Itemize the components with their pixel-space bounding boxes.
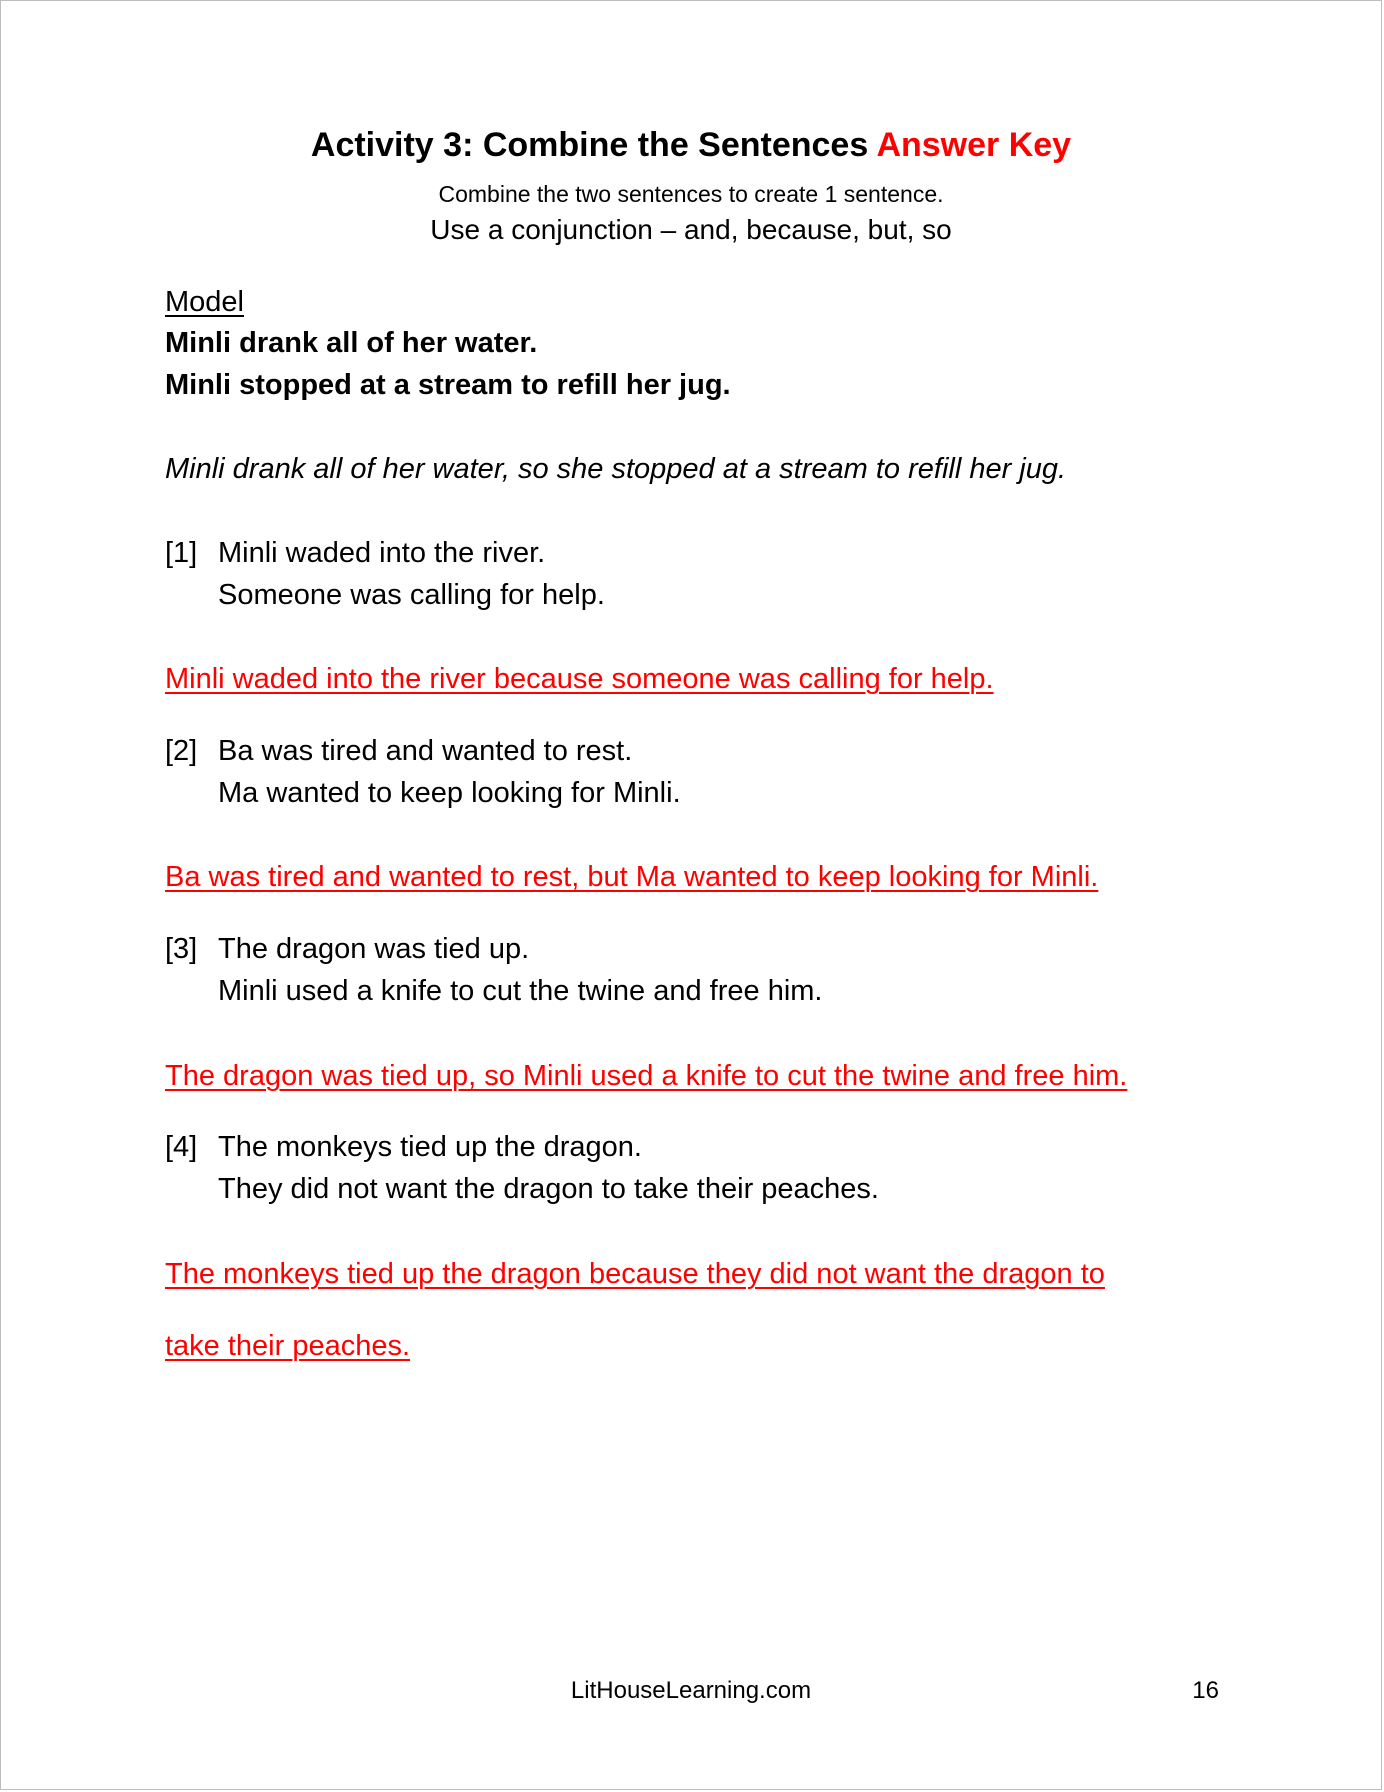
item-3-sentence-1-row	[165, 930, 529, 968]
item-2-sentence-1: Ba was tired and wanted to rest.	[218, 735, 633, 767]
model-sentence-1: Minli drank all of her water.	[165, 327, 538, 359]
page-title	[1, 123, 1381, 167]
item-2-sentence-1-row	[165, 732, 632, 770]
instruction-line-2: Use a conjunction – and, because, but, so	[430, 214, 952, 245]
item-4-sentence-1: The monkeys tied up the dragon.	[218, 1131, 642, 1163]
item-1-number: [1]	[165, 537, 198, 569]
item-4-answer-line-1: The monkeys tied up the dragon because they did not want the dragon to	[165, 1258, 1105, 1290]
title-main: Activity 3: Combine the Sentences	[310, 126, 869, 164]
item-1-sentence-1: Minli waded into the river.	[218, 537, 546, 569]
model-sentence-2: Minli stopped at a stream to refill her jug.	[165, 369, 731, 401]
footer-website: LitHouseLearning.com	[570, 1677, 812, 1704]
item-2-number: [2]	[165, 735, 198, 767]
item-3-answer: The dragon was tied up, so Minli used a knife to cut the twine and free him.	[165, 1060, 1128, 1092]
item-3-sentence-1: The dragon was tied up.	[218, 933, 530, 965]
item-3-number: [3]	[165, 933, 198, 965]
item-2-answer: Ba was tired and wanted to rest, but Ma wanted to keep looking for Minli.	[165, 861, 1099, 893]
model-combined-sentence: Minli drank all of her water, so she stopped at a stream to refill her jug.	[165, 453, 1067, 485]
item-3-sentence-2: Minli used a knife to cut the twine and free him.	[218, 975, 823, 1007]
item-2-sentence-2: Ma wanted to keep looking for Minli.	[218, 777, 681, 809]
item-4-answer-line-2: take their peaches.	[165, 1330, 411, 1362]
item-1-answer: Minli waded into the river because someone was calling for help.	[165, 663, 994, 695]
model-heading: Model	[165, 286, 244, 318]
instruction-line-1: Combine the two sentences to create 1 sentence.	[438, 181, 944, 207]
page-number: 16	[1192, 1677, 1219, 1704]
item-4-number: [4]	[165, 1131, 198, 1163]
item-4-sentence-1-row	[165, 1128, 642, 1166]
item-4-sentence-2: They did not want the dragon to take their peaches.	[218, 1173, 879, 1205]
item-1-sentence-1-row	[165, 534, 545, 572]
answer-key-label: Answer Key	[876, 126, 1072, 164]
item-1-sentence-2: Someone was calling for help.	[218, 579, 605, 611]
